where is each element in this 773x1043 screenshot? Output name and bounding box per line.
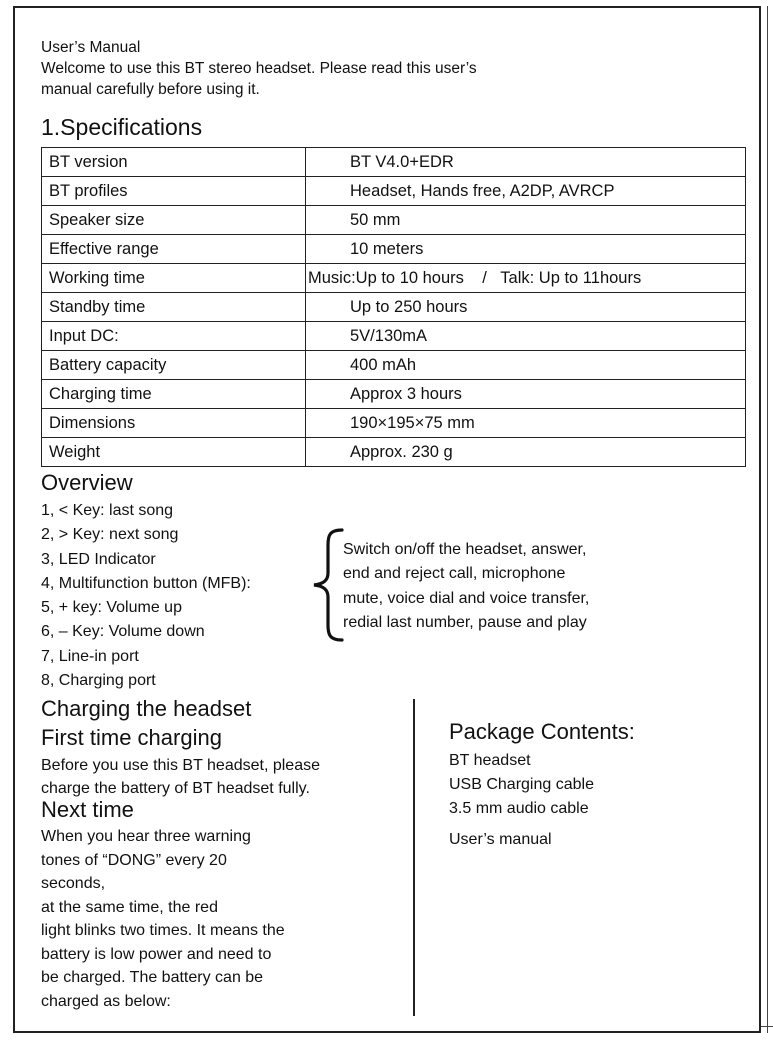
text-line: charge the battery of BT headset fully. [41, 780, 310, 797]
table-row [42, 293, 746, 322]
list-item: 2, > Key: next song [41, 526, 179, 544]
list-item: 7, Line-in port [41, 647, 139, 665]
text-line: be charged. The battery can be [41, 969, 264, 986]
spec-label: BT profiles [42, 177, 306, 206]
spec-label: Working time [42, 264, 306, 293]
specifications-table [41, 147, 746, 467]
spec-label: Charging time [42, 380, 306, 409]
overview-list [41, 499, 251, 693]
spec-value: Approx 3 hours [306, 380, 746, 409]
spec-value: 10 meters [306, 235, 746, 264]
table-row [42, 206, 746, 235]
list-item: 6, – Key: Volume down [41, 623, 205, 641]
manual-title: User’s Manual [41, 39, 141, 56]
note-line: mute, voice dial and voice transfer, [343, 589, 590, 607]
intro-block [41, 37, 477, 100]
table-row [42, 177, 746, 206]
next-time-text [41, 825, 285, 1013]
intro-line: Welcome to use this BT stereo headset. Please read this user’s [41, 60, 477, 77]
table-row [42, 351, 746, 380]
list-item: 8, Charging port [41, 672, 156, 690]
spec-value: Up to 250 hours [306, 293, 746, 322]
spec-label: Speaker size [42, 206, 306, 235]
mfb-function-note [343, 538, 589, 635]
list-item: 5, + key: Volume up [41, 599, 182, 617]
text-line: When you hear three warning [41, 828, 251, 845]
specifications-heading: 1.Specifications [41, 114, 203, 140]
next-time-heading: Next time [41, 797, 134, 822]
spec-value: Music:Up to 10 hours / Talk: Up to 11hours [306, 264, 746, 293]
package-contents-list [449, 749, 594, 821]
text-line: at the same time, the red [41, 898, 218, 916]
text-line: battery is low power and need to [41, 945, 272, 963]
spec-label: Dimensions [42, 409, 306, 438]
list-item: 4, Multifunction button (MFB): [41, 574, 251, 592]
table-row [42, 409, 746, 438]
page-edge-line [767, 6, 768, 1033]
table-row [42, 264, 746, 293]
charging-heading: Charging the headset [41, 696, 252, 721]
spec-value: Headset, Hands free, A2DP, AVRCP [306, 177, 746, 206]
table-row [42, 148, 746, 177]
list-item: 1, < Key: last song [41, 502, 174, 519]
note-line: redial last number, pause and play [343, 613, 587, 631]
spec-label: Battery capacity [42, 351, 306, 380]
column-divider [413, 699, 415, 1016]
spec-value: 400 mAh [306, 351, 746, 380]
curly-brace-icon [306, 527, 346, 643]
list-item: 3, LED Indicator [41, 550, 156, 568]
spec-value: BT V4.0+EDR [306, 148, 746, 177]
spec-value: Approx. 230 g [306, 438, 746, 467]
spec-label: Effective range [42, 235, 306, 264]
package-contents-heading: Package Contents: [449, 719, 635, 744]
list-item: USB Charging cable [449, 776, 594, 793]
spec-label: Input DC: [42, 322, 306, 351]
spec-label: Standby time [42, 293, 306, 322]
text-line: charged as below: [41, 992, 171, 1010]
spec-value: 5V/130mA [306, 322, 746, 351]
spec-value: 190×195×75 mm [306, 409, 746, 438]
list-item: 3.5 mm audio cable [449, 800, 589, 817]
spec-value: 50 mm [306, 206, 746, 235]
first-charging-heading: First time charging [41, 725, 222, 750]
table-row [42, 438, 746, 467]
text-line: tones of “DONG” every 20 [41, 851, 227, 869]
note-line: Switch on/off the headset, answer, [343, 541, 587, 558]
table-row [42, 322, 746, 351]
package-item-manual: User’s manual [449, 831, 552, 848]
note-line: end and reject call, microphone [343, 565, 566, 583]
text-line: light blinks two times. It means the [41, 922, 285, 939]
spec-label: Weight [42, 438, 306, 467]
table-row [42, 380, 746, 409]
text-line: Before you use this BT headset, please [41, 757, 320, 774]
table-row [42, 235, 746, 264]
intro-line: manual carefully before using it. [41, 81, 260, 98]
page-edge-tick [761, 1026, 773, 1027]
first-charging-text [41, 754, 320, 800]
text-line: seconds, [41, 875, 106, 892]
list-item: BT headset [449, 752, 531, 769]
overview-heading: Overview [41, 470, 133, 495]
spec-label: BT version [42, 148, 306, 177]
